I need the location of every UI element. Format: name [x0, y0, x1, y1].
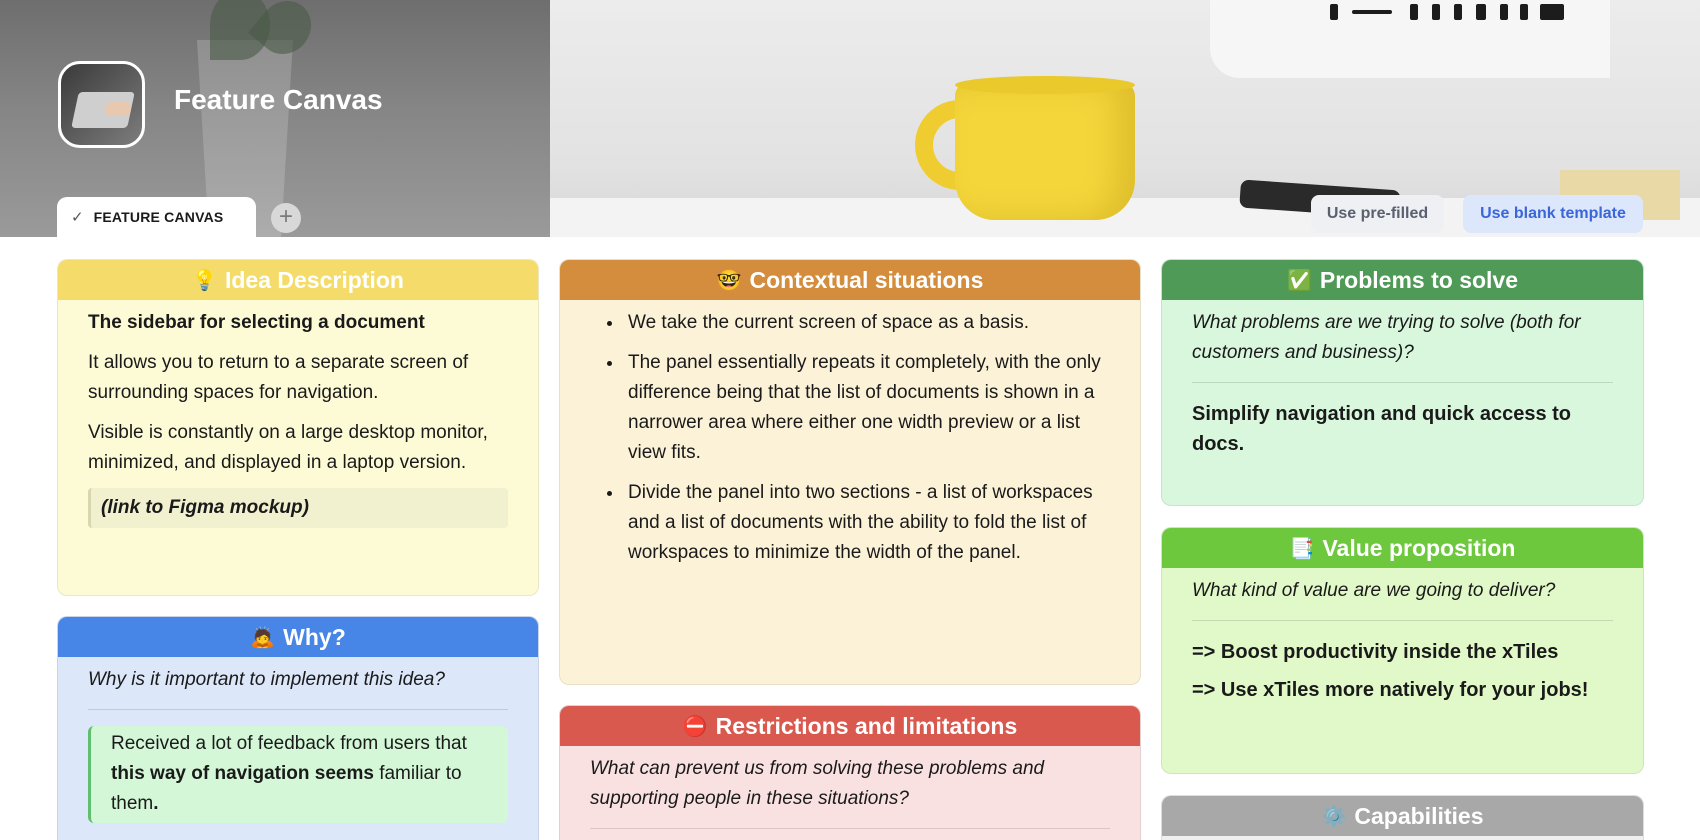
feedback-quote: Received a lot of feedback from users that this way of navigation seems familiar to them. — [88, 726, 508, 823]
divider — [590, 828, 1110, 829]
card-title: Problems to solve — [1319, 266, 1519, 293]
card-header — [1162, 528, 1643, 568]
card-header — [560, 706, 1140, 746]
card-header — [1162, 796, 1643, 836]
check-icon: ✓ — [71, 209, 84, 226]
restrictions-question: What can prevent us from solving these problems and supporting people in these situations? — [590, 758, 1045, 809]
figma-mockup-link[interactable]: (link to Figma mockup) — [88, 488, 508, 528]
idea-heading: The sidebar for selecting a document — [88, 312, 425, 333]
card-header — [58, 260, 538, 300]
card-title: Idea Description — [224, 266, 404, 293]
card-title: Value proposition — [1322, 534, 1516, 561]
idea-paragraph: It allows you to return to a separate screen of surrounding spaces for navigation. — [88, 352, 469, 403]
list-item: • We take the current screen of space as a basis. — [624, 308, 1106, 338]
canvas-avatar[interactable] — [58, 61, 145, 148]
problems-answer: Simplify navigation and quick access to docs. — [1192, 403, 1571, 455]
value-line: => Boost productivity inside the xTiles — [1192, 641, 1559, 663]
tab-feature-canvas[interactable] — [57, 197, 256, 237]
lightbulb-icon: 💡 — [192, 269, 217, 292]
nerd-face-icon: 🤓 — [716, 269, 742, 292]
gear-icon: ⚙️ — [1321, 805, 1347, 828]
plus-icon[interactable]: + — [271, 203, 301, 233]
why-card[interactable] — [57, 616, 539, 840]
problems-question: What problems are we trying to solve (both for customers and business)? — [1192, 312, 1581, 363]
card-title: Why? — [283, 623, 346, 650]
context-list — [590, 308, 1106, 568]
use-prefilled-button[interactable]: Use pre-filled — [1311, 195, 1444, 233]
page-title: Feature Canvas — [174, 84, 383, 115]
value-proposition-card[interactable] — [1161, 527, 1644, 774]
card-title: Capabilities — [1354, 802, 1484, 829]
card-title: Contextual situations — [749, 266, 984, 293]
card-header — [1162, 260, 1643, 300]
tab-label: FEATURE CANVAS — [93, 209, 224, 225]
list-item: • The panel essentially repeats it completely, with the only difference being that the list of documents is shown in a narrower area where either one width preview or a list view fits. — [624, 348, 1106, 468]
use-blank-template-button[interactable]: Use blank template — [1463, 195, 1643, 233]
why-question: Why is it important to implement this idea? — [88, 669, 445, 690]
mug-image — [955, 82, 1135, 220]
card-title: Restrictions and limitations — [715, 712, 1018, 739]
divider — [1192, 382, 1613, 383]
idea-description-card[interactable] — [57, 259, 539, 596]
list-item: • Divide the panel into two sections - a list of workspaces and a list of documents with the ability to fold the list of workspaces to minimize the width of the panel. — [624, 478, 1106, 568]
divider — [88, 709, 508, 710]
restrictions-card[interactable] — [559, 705, 1141, 840]
no-entry-icon: ⛔ — [682, 715, 708, 738]
value-question: What kind of value are we going to deliver? — [1192, 580, 1556, 601]
person-bowing-icon: 🙇 — [250, 626, 276, 649]
value-line: => Use xTiles more natively for your jobs! — [1192, 679, 1589, 701]
bookmark-tabs-icon: 📑 — [1289, 537, 1315, 560]
check-mark-icon: ✅ — [1286, 269, 1312, 292]
header-banner — [0, 0, 1700, 237]
problems-to-solve-card[interactable] — [1161, 259, 1644, 506]
card-header — [58, 617, 538, 657]
divider — [1192, 620, 1613, 621]
capabilities-card[interactable] — [1161, 795, 1644, 840]
idea-paragraph: Visible is constantly on a large desktop monitor, minimized, and displayed in a laptop version. — [88, 422, 488, 473]
card-header — [560, 260, 1140, 300]
contextual-situations-card[interactable] — [559, 259, 1141, 685]
monitor-image — [1210, 0, 1610, 78]
